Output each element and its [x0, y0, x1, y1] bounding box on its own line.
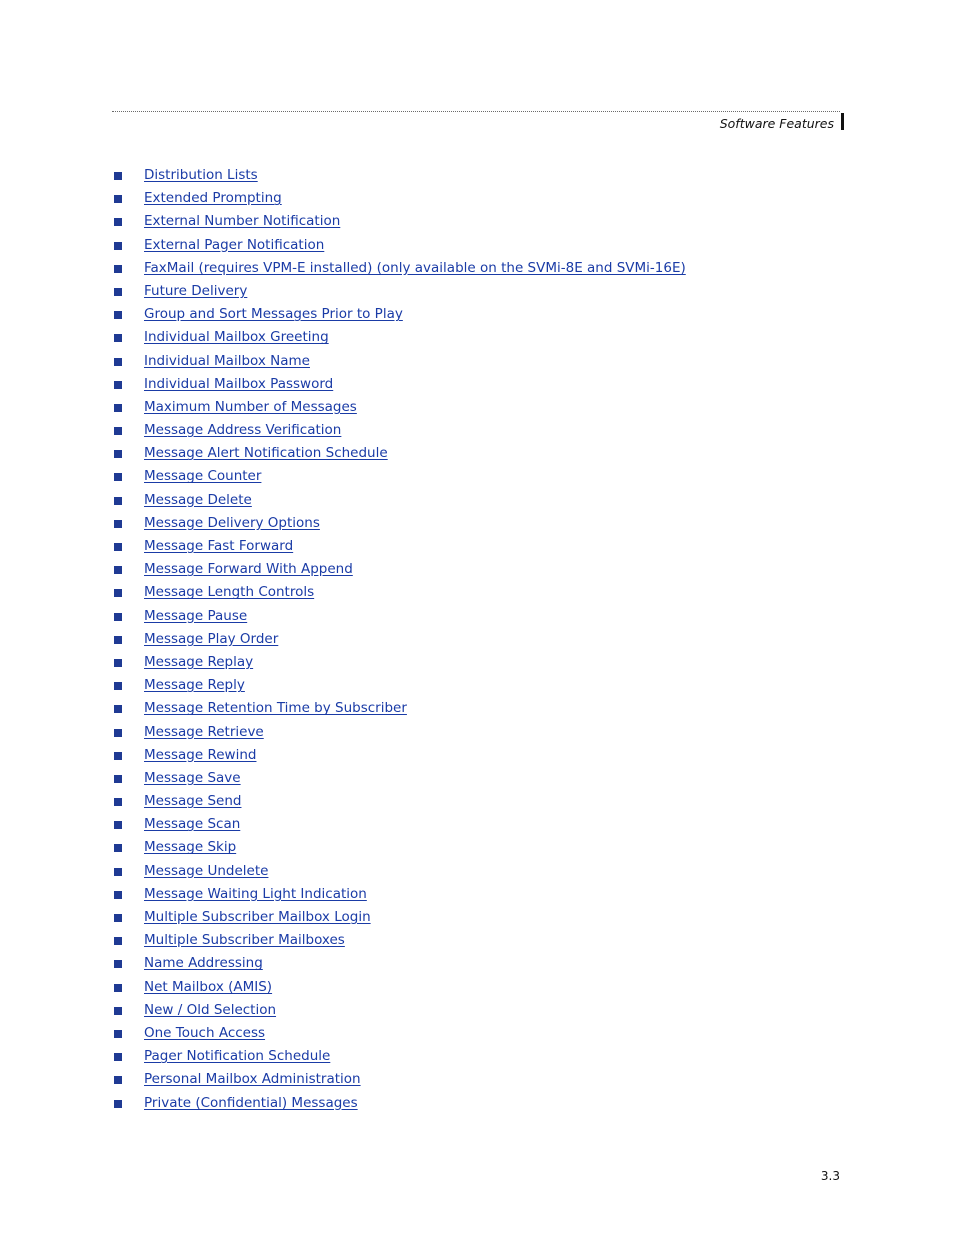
feature-link[interactable]: Message Forward With Append	[144, 561, 353, 578]
square-bullet-icon	[114, 659, 122, 667]
square-bullet-icon	[114, 891, 122, 899]
feature-link[interactable]: External Pager Notification	[144, 236, 325, 253]
feature-link[interactable]: Net Mailbox (AMIS)	[144, 978, 273, 995]
feature-link[interactable]: Multiple Subscriber Mailbox Login	[144, 909, 371, 925]
square-bullet-icon	[114, 844, 122, 852]
feature-link[interactable]: Message Replay	[144, 653, 254, 670]
square-bullet-icon	[114, 566, 122, 574]
header-bar	[841, 113, 844, 130]
feature-link[interactable]: Message Delivery Options	[144, 514, 320, 531]
square-bullet-icon	[114, 752, 122, 760]
feature-link[interactable]: Private (Confidential) Messages	[144, 1094, 358, 1111]
square-bullet-icon	[114, 288, 122, 296]
feature-link[interactable]: Message Retrieve	[144, 723, 264, 740]
feature-link[interactable]: Message Alert Notification Schedule	[144, 445, 388, 462]
square-bullet-icon	[114, 473, 122, 481]
feature-link[interactable]: Maximum Number of Messages	[144, 398, 357, 415]
square-bullet-icon	[114, 311, 122, 319]
feature-link[interactable]: FaxMail (requires VPM-E installed) (only available on the SVMi-8E and SVMi-16E)	[144, 259, 686, 276]
feature-link[interactable]: Personal Mailbox Administration	[144, 1071, 361, 1088]
square-bullet-icon	[114, 1100, 122, 1108]
square-bullet-icon	[114, 798, 122, 806]
feature-link[interactable]: One Touch Access	[144, 1024, 266, 1041]
feature-link[interactable]: Message Rewind	[144, 746, 257, 763]
square-bullet-icon	[114, 218, 122, 226]
feature-link[interactable]: Message Fast Forward	[144, 538, 294, 554]
square-bullet-icon	[114, 821, 122, 829]
feature-link[interactable]: Name Addressing	[144, 955, 263, 972]
square-bullet-icon	[114, 984, 122, 992]
feature-link[interactable]: Multiple Subscriber Mailboxes	[144, 932, 345, 949]
square-bullet-icon	[114, 265, 122, 273]
feature-link[interactable]: Future Delivery	[144, 282, 248, 299]
feature-link[interactable]: Message Retention Time by Subscriber	[144, 700, 407, 717]
square-bullet-icon	[114, 613, 122, 621]
square-bullet-icon	[114, 520, 122, 528]
feature-link[interactable]: Message Address Verification	[144, 422, 342, 439]
header-rule	[112, 111, 840, 112]
square-bullet-icon	[114, 195, 122, 203]
square-bullet-icon	[114, 1053, 122, 1061]
square-bullet-icon	[114, 937, 122, 945]
square-bullet-icon	[114, 868, 122, 876]
square-bullet-icon	[114, 705, 122, 713]
square-bullet-icon	[114, 358, 122, 366]
feature-link[interactable]: Individual Mailbox Password	[144, 375, 334, 392]
feature-link[interactable]: Message Counter	[144, 468, 262, 485]
feature-link[interactable]: Message Play Order	[144, 630, 279, 647]
square-bullet-icon	[114, 427, 122, 435]
page-number: 3.3	[820, 1169, 840, 1183]
square-bullet-icon	[114, 729, 122, 737]
feature-link[interactable]: Message Save	[144, 769, 241, 786]
section-title: Software Features	[719, 116, 834, 131]
feature-link[interactable]: Message Reply	[144, 677, 245, 694]
square-bullet-icon	[114, 775, 122, 783]
square-bullet-icon	[114, 450, 122, 458]
feature-link[interactable]: Message Scan	[144, 816, 241, 833]
feature-link[interactable]: Individual Mailbox Name	[144, 352, 310, 369]
square-bullet-icon	[114, 1007, 122, 1015]
square-bullet-icon	[114, 682, 122, 690]
feature-link[interactable]: Message Skip	[144, 839, 237, 856]
square-bullet-icon	[114, 172, 122, 180]
feature-link[interactable]: Message Delete	[144, 491, 252, 508]
feature-link[interactable]: New / Old Selection	[144, 1001, 277, 1018]
feature-link[interactable]: Message Waiting Light Indication	[144, 885, 367, 902]
square-bullet-icon	[114, 636, 122, 644]
square-bullet-icon	[114, 381, 122, 389]
feature-link[interactable]: Message Undelete	[144, 862, 269, 879]
square-bullet-icon	[114, 960, 122, 968]
feature-link[interactable]: Message Pause	[144, 607, 248, 624]
square-bullet-icon	[114, 1076, 122, 1084]
square-bullet-icon	[114, 334, 122, 342]
feature-link[interactable]: External Number Notification	[144, 213, 341, 230]
feature-link[interactable]: Group and Sort Messages Prior to Play	[144, 306, 403, 323]
feature-link[interactable]: Pager Notification Schedule	[144, 1048, 331, 1065]
square-bullet-icon	[114, 914, 122, 922]
feature-link[interactable]: Distribution Lists	[144, 167, 258, 183]
feature-link[interactable]: Message Length Controls	[144, 584, 315, 601]
feature-link[interactable]: Extended Prompting	[144, 190, 282, 207]
square-bullet-icon	[114, 404, 122, 412]
square-bullet-icon	[114, 497, 122, 505]
feature-link[interactable]: Message Send	[144, 793, 242, 810]
square-bullet-icon	[114, 589, 122, 597]
square-bullet-icon	[114, 242, 122, 250]
feature-link[interactable]: Individual Mailbox Greeting	[144, 329, 329, 346]
square-bullet-icon	[114, 543, 122, 551]
square-bullet-icon	[114, 1030, 122, 1038]
